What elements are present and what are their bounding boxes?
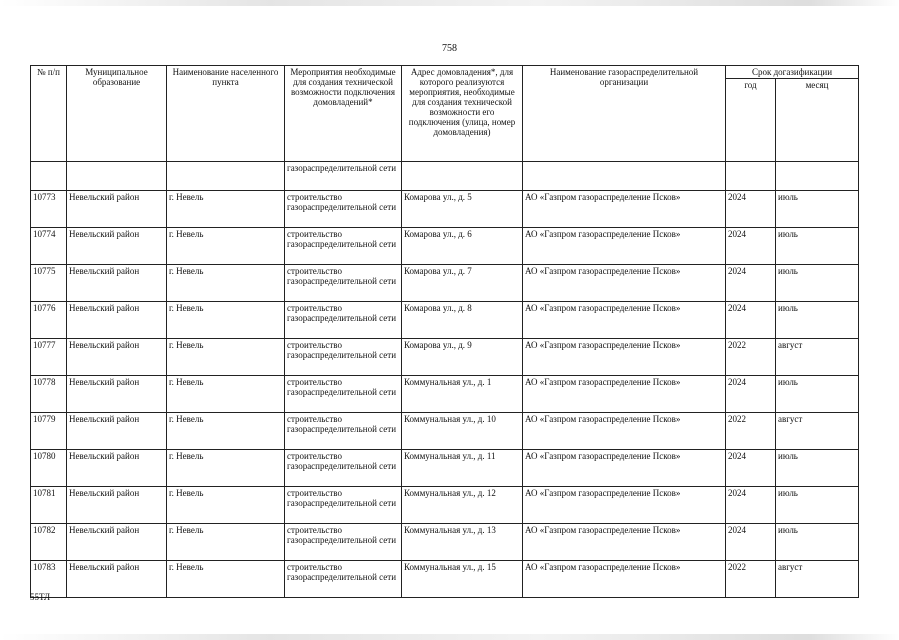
cell-organization: АО «Газпром газораспределение Псков»: [523, 561, 726, 598]
cell-address: Коммунальная ул., д. 11: [402, 450, 523, 487]
cell-address: Коммунальная ул., д. 15: [402, 561, 523, 598]
cell-measures: строительство газораспределительной сети: [285, 302, 402, 339]
cell-organization: АО «Газпром газораспределение Псков»: [523, 265, 726, 302]
cell-settlement: г. Невель: [167, 228, 285, 265]
cell-address: Коммунальная ул., д. 13: [402, 524, 523, 561]
cell-settlement: г. Невель: [167, 413, 285, 450]
cell-municipality: Невельский район: [67, 302, 167, 339]
header-settlement: Наименование населенного пункта: [167, 66, 285, 162]
header-address: Адрес домовладения*, для которого реализуются мероприятия, необходимые для создания технической возможности его подключения (улица, номер домовладения): [402, 66, 523, 162]
cell-year: 2024: [726, 191, 776, 228]
cell-measures: строительство газораспределительной сети: [285, 487, 402, 524]
cell-organization: АО «Газпром газораспределение Псков»: [523, 450, 726, 487]
cell-number: 10782: [31, 524, 67, 561]
cell-year: 2022: [726, 561, 776, 598]
cell-municipality: Невельский район: [67, 376, 167, 413]
cell-number: 10780: [31, 450, 67, 487]
cell-municipality: Невельский район: [67, 524, 167, 561]
table-row: [31, 191, 859, 228]
cell-measures: строительство газораспределительной сети: [285, 265, 402, 302]
cell-month: июль: [776, 228, 859, 265]
cell-measures: строительство газораспределительной сети: [285, 191, 402, 228]
table-row: [31, 228, 859, 265]
cell-year: 2022: [726, 339, 776, 376]
table-row: [31, 376, 859, 413]
cell-empty: [167, 162, 285, 191]
cell-year: 2024: [726, 228, 776, 265]
cell-month: июль: [776, 450, 859, 487]
scan-edge-bottom: [0, 634, 899, 640]
page-number: 758: [442, 43, 457, 54]
cell-number: 10778: [31, 376, 67, 413]
table-body: [31, 162, 859, 598]
cell-month: август: [776, 339, 859, 376]
cell-address: Коммунальная ул., д. 1: [402, 376, 523, 413]
cell-month: июль: [776, 524, 859, 561]
cell-measures: строительство газораспределительной сети: [285, 524, 402, 561]
cell-measures: газораспределительной сети: [285, 162, 402, 191]
cell-address: Коммунальная ул., д. 12: [402, 487, 523, 524]
cell-empty: [67, 162, 167, 191]
cell-settlement: г. Невель: [167, 302, 285, 339]
cell-municipality: Невельский район: [67, 413, 167, 450]
cell-number: 10777: [31, 339, 67, 376]
cell-address: Коммунальная ул., д. 10: [402, 413, 523, 450]
cell-measures: строительство газораспределительной сети: [285, 376, 402, 413]
cell-year: 2022: [726, 413, 776, 450]
header-measures: Мероприятия необходимые для создания технической возможности подключения домовладений*: [285, 66, 402, 162]
cell-month: август: [776, 413, 859, 450]
cell-municipality: Невельский район: [67, 450, 167, 487]
table-row: [31, 450, 859, 487]
cell-municipality: Невельский район: [67, 228, 167, 265]
cell-address: Комарова ул., д. 9: [402, 339, 523, 376]
header-num: № п/п: [31, 66, 67, 162]
cell-municipality: Невельский район: [67, 191, 167, 228]
table-row: [31, 524, 859, 561]
cell-month: июль: [776, 376, 859, 413]
cell-organization: АО «Газпром газораспределение Псков»: [523, 191, 726, 228]
continuation-row: [31, 162, 859, 191]
cell-year: 2024: [726, 450, 776, 487]
table-row: [31, 487, 859, 524]
cell-organization: АО «Газпром газораспределение Псков»: [523, 228, 726, 265]
cell-number: 10773: [31, 191, 67, 228]
table-row: [31, 339, 859, 376]
cell-organization: АО «Газпром газораспределение Псков»: [523, 339, 726, 376]
cell-settlement: г. Невель: [167, 376, 285, 413]
header-municipality: Муниципальное образование: [67, 66, 167, 162]
cell-measures: строительство газораспределительной сети: [285, 561, 402, 598]
cell-measures: строительство газораспределительной сети: [285, 339, 402, 376]
cell-month: август: [776, 561, 859, 598]
table-row: [31, 413, 859, 450]
cell-settlement: г. Невель: [167, 561, 285, 598]
cell-organization: АО «Газпром газораспределение Псков»: [523, 302, 726, 339]
cell-month: июль: [776, 265, 859, 302]
cell-month: июль: [776, 302, 859, 339]
cell-year: 2024: [726, 265, 776, 302]
cell-address: Комарова ул., д. 6: [402, 228, 523, 265]
cell-empty: [402, 162, 523, 191]
cell-number: 10781: [31, 487, 67, 524]
cell-address: Комарова ул., д. 5: [402, 191, 523, 228]
cell-settlement: г. Невель: [167, 191, 285, 228]
cell-settlement: г. Невель: [167, 339, 285, 376]
cell-organization: АО «Газпром газораспределение Псков»: [523, 487, 726, 524]
cell-settlement: г. Невель: [167, 450, 285, 487]
cell-measures: строительство газораспределительной сети: [285, 413, 402, 450]
cell-settlement: г. Невель: [167, 487, 285, 524]
cell-number: 10774: [31, 228, 67, 265]
table-row: [31, 561, 859, 598]
cell-address: Комарова ул., д. 7: [402, 265, 523, 302]
cell-address: Комарова ул., д. 8: [402, 302, 523, 339]
cell-number: 10779: [31, 413, 67, 450]
cell-year: 2024: [726, 524, 776, 561]
header-deadline: Срок догазификации: [726, 66, 859, 79]
footer-code: 55ТЛ: [30, 592, 51, 602]
cell-year: 2024: [726, 487, 776, 524]
cell-year: 2024: [726, 302, 776, 339]
cell-month: июль: [776, 487, 859, 524]
cell-municipality: Невельский район: [67, 487, 167, 524]
cell-number: 10783: [31, 561, 67, 598]
cell-month: июль: [776, 191, 859, 228]
cell-municipality: Невельский район: [67, 561, 167, 598]
header-year: год: [726, 79, 776, 162]
cell-settlement: г. Невель: [167, 524, 285, 561]
table-row: [31, 265, 859, 302]
cell-empty: [726, 162, 776, 191]
gasification-table: [30, 65, 859, 598]
cell-organization: АО «Газпром газораспределение Псков»: [523, 376, 726, 413]
scan-edge-top: [0, 0, 899, 6]
header-month: месяц: [776, 79, 859, 162]
cell-number: 10776: [31, 302, 67, 339]
cell-municipality: Невельский район: [67, 265, 167, 302]
table-row: [31, 302, 859, 339]
cell-organization: АО «Газпром газораспределение Псков»: [523, 524, 726, 561]
cell-organization: АО «Газпром газораспределение Псков»: [523, 413, 726, 450]
cell-number: 10775: [31, 265, 67, 302]
cell-measures: строительство газораспределительной сети: [285, 228, 402, 265]
cell-municipality: Невельский район: [67, 339, 167, 376]
cell-empty: [523, 162, 726, 191]
cell-year: 2024: [726, 376, 776, 413]
cell-empty: [776, 162, 859, 191]
cell-settlement: г. Невель: [167, 265, 285, 302]
cell-measures: строительство газораспределительной сети: [285, 450, 402, 487]
header-organization: Наименование газораспределительной организации: [523, 66, 726, 162]
cell-empty: [31, 162, 67, 191]
